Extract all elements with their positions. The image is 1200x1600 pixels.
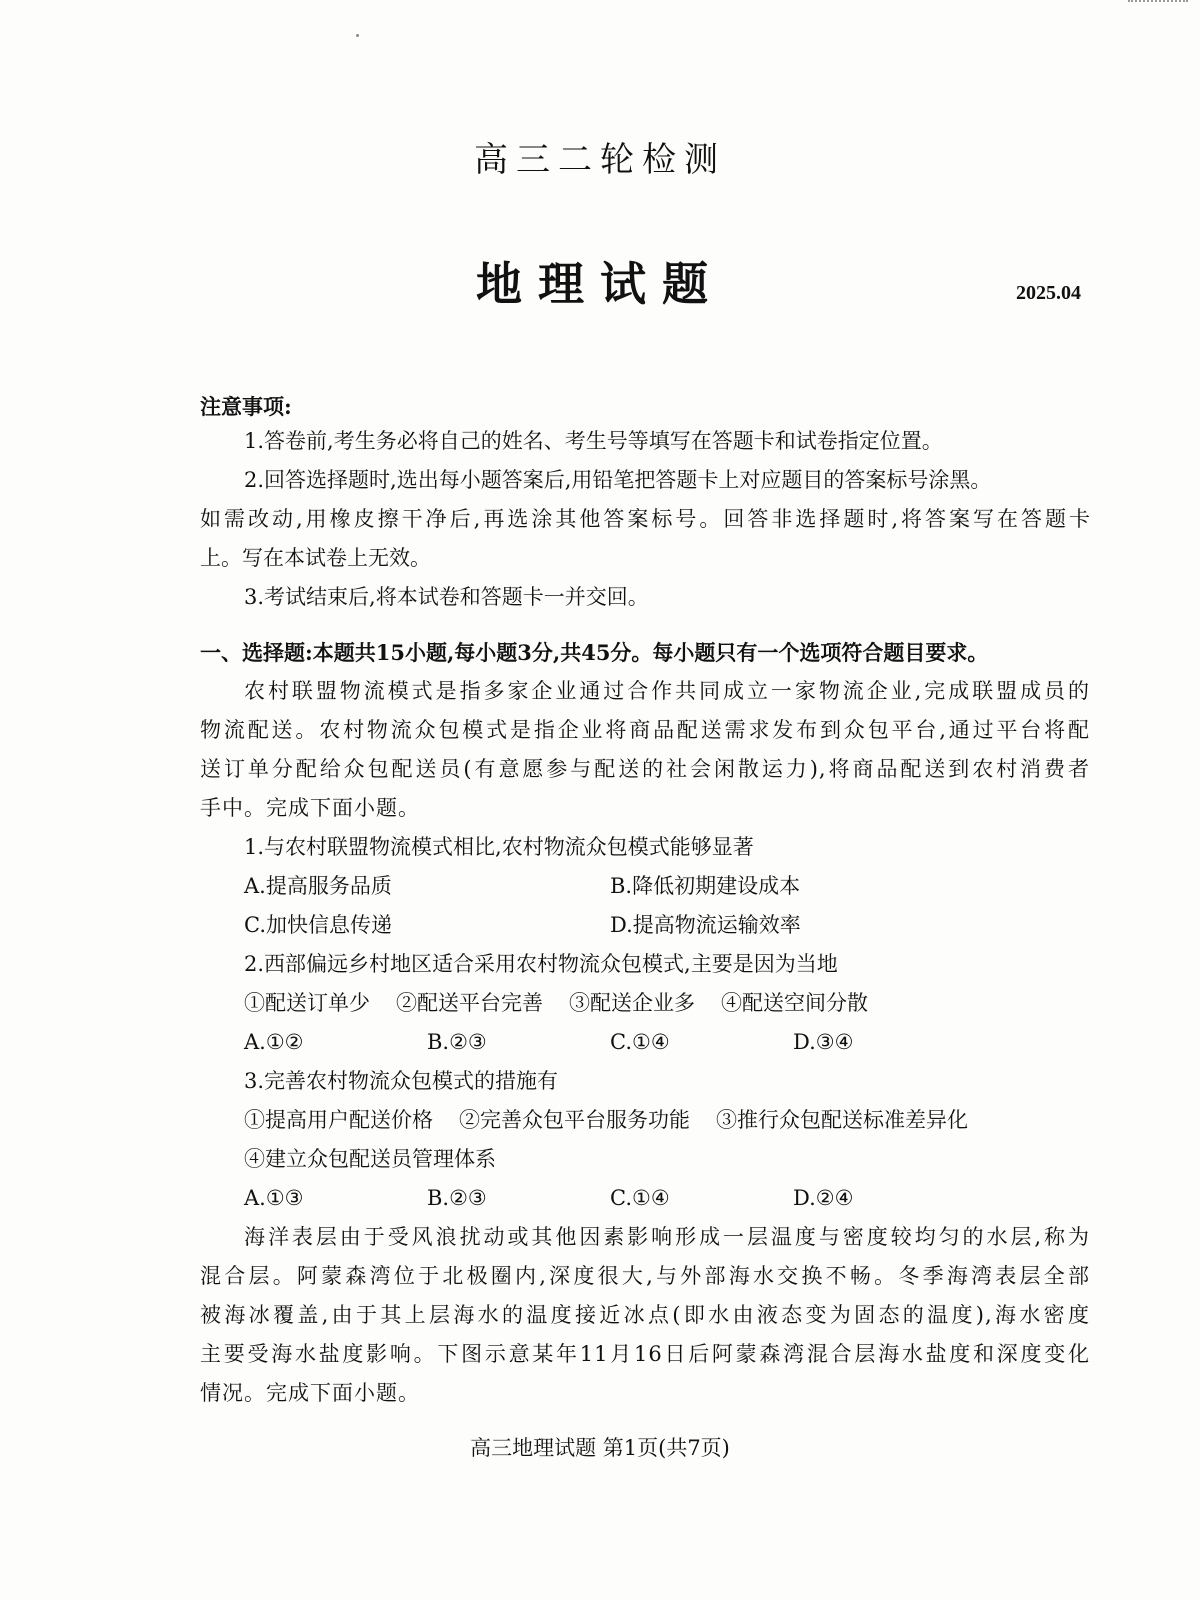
passage-2-line-3: 被海冰覆盖,由于其上层海水的温度接近冰点(即水由液态变为固态的温度),海水密度 — [200, 1303, 1090, 1327]
question-1-option-c: C.加快信息传递 — [244, 913, 392, 937]
section-heading: 一、选择题:本题共15小题,每小题3分,共45分。每小题只有一个选项符合题目要求。 — [200, 640, 989, 665]
question-3-stem: 3.完善农村物流众包模式的措施有 — [244, 1069, 559, 1093]
passage-1-line-4: 手中。完成下面小题。 — [200, 796, 420, 820]
question-3-option-b: B.②③ — [427, 1186, 487, 1210]
passage-2-line-1: 海洋表层由于受风浪扰动或其他因素影响形成一层温度与密度较均匀的水层,称为 — [244, 1225, 1090, 1249]
notice-item-2-line-1: 2.回答选择题时,选出每小题答案后,用铅笔把答题卡上对应题目的答案标号涂黑。 — [244, 468, 992, 492]
notice-item-3: 3.考试结束后,将本试卷和答题卡一并交回。 — [244, 585, 649, 609]
question-3-options — [200, 1179, 1090, 1218]
question-3-option-c: C.①④ — [610, 1186, 670, 1210]
question-2-option-c: C.①④ — [610, 1030, 670, 1054]
question-1-option-a: A.提高服务品质 — [244, 874, 392, 898]
passage-1-line-3: 送订单分配给众包配送员(有意愿参与配送的社会闲散运力),将商品配送到农村消费者 — [200, 757, 1090, 781]
notice-item-1: 1.答卷前,考生务必将自己的姓名、考生号等填写在答题卡和试卷指定位置。 — [244, 429, 943, 453]
passage-1-line-2: 物流配送。农村物流众包模式是指企业将商品配送需求发布到众包平台,通过平台将配 — [200, 718, 1090, 742]
question-2-stem: 2.西部偏远乡村地区适合采用农村物流众包模式,主要是因为当地 — [244, 952, 838, 976]
question-2-option-d: D.③④ — [793, 1030, 854, 1054]
question-2-statement-3: ③配送企业多 — [569, 991, 695, 1015]
exam-date: 2025.04 — [1016, 282, 1081, 304]
question-1-option-d: D.提高物流运输效率 — [610, 913, 801, 937]
question-3-option-a: A.①③ — [244, 1186, 304, 1210]
passage-2-line-5: 情况。完成下面小题。 — [200, 1381, 420, 1405]
question-2-statement-1: ①配送订单少 — [244, 991, 370, 1015]
question-1-option-b: B.降低初期建设成本 — [610, 874, 801, 898]
exam-content — [200, 392, 1090, 1413]
question-2-statement-2: ②配送平台完善 — [396, 991, 543, 1015]
passage-2-line-4: 主要受海水盐度影响。下图示意某年11月16日后阿蒙森湾混合层海水盐度和深度变化 — [200, 1342, 1090, 1366]
question-3-statement-2: ②完善众包平台服务功能 — [459, 1108, 690, 1132]
question-3-statement-3: ③推行众包配送标准差异化 — [716, 1108, 968, 1132]
question-2-statement-4: ④配送空间分散 — [721, 991, 868, 1015]
notice-item-2-line-3: 上。写在本试卷上无效。 — [200, 546, 431, 570]
question-3-option-d: D.②④ — [793, 1186, 854, 1210]
passage-2-line-2: 混合层。阿蒙森湾位于北极圈内,深度很大,与外部海水交换不畅。冬季海湾表层全部 — [200, 1264, 1090, 1288]
question-3-statement-1: ①提高用户配送价格 — [244, 1108, 433, 1132]
question-3-statements-row-1 — [200, 1101, 1090, 1140]
question-1-options-row-2 — [200, 906, 1090, 945]
subject-title: 地理试题 — [476, 257, 724, 311]
scan-speck — [356, 34, 359, 37]
scan-mark — [1128, 0, 1188, 5]
notice-item-2-line-2: 如需改动,用橡皮擦干净后,再选涂其他答案标号。回答非选择题时,将答案写在答题卡 — [200, 507, 1090, 531]
question-3-statement-4: ④建立众包配送员管理体系 — [244, 1147, 496, 1171]
passage-1-line-1: 农村联盟物流模式是指多家企业通过合作共同成立一家物流企业,完成联盟成员的 — [244, 679, 1090, 703]
question-2-statements — [200, 984, 1090, 1023]
question-2-options — [200, 1023, 1090, 1062]
page-footer: 高三地理试题 第1页(共7页) — [470, 1436, 730, 1460]
question-1-options-row-1 — [200, 867, 1090, 906]
question-2-option-b: B.②③ — [427, 1030, 487, 1054]
question-2-option-a: A.①② — [244, 1030, 304, 1054]
question-1-stem: 1.与农村联盟物流模式相比,农村物流众包模式能够显著 — [244, 835, 754, 859]
notice-heading: 注意事项: — [200, 394, 292, 419]
exam-title: 高三二轮检测 — [474, 140, 726, 180]
